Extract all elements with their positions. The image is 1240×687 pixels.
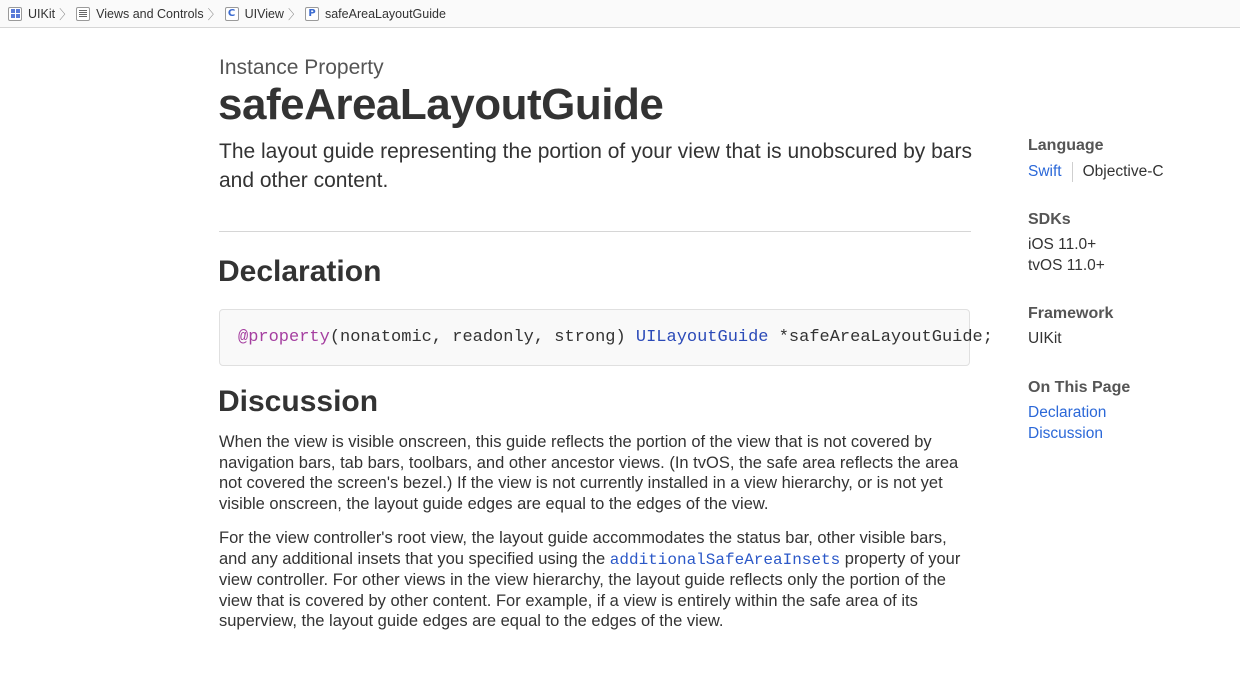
abstract: The layout guide representing the portion of your view that is unobscured by bars and other content. [219, 140, 972, 192]
framework-name: UIKit [1028, 330, 1062, 347]
framework-icon [8, 7, 22, 21]
divider [1072, 162, 1073, 182]
discussion-paragraph-1: When the view is visible onscreen, this guide reflects the portion of the view that is not covered by navigation bars, tab bars, toolbars, and other ancestor views. (In tvOS, the safe area reflects the area not covered the screen's bezel.) If the view is not currently installed in a view hierarchy, or is not yet visible onscreen, the layout guide edges are equal to the edges of the view. [219, 433, 959, 513]
sdk-tvos: tvOS 11.0+ [1028, 257, 1105, 274]
symbol-kind: Instance Property [219, 56, 384, 79]
code-name: *safeAreaLayoutGuide; [768, 328, 993, 347]
framework-heading: Framework [1028, 305, 1114, 322]
breadcrumb [0, 0, 1240, 28]
on-this-page-heading: On This Page [1028, 379, 1131, 396]
code-link-additionalsafeareainsets[interactable]: additionalSafeAreaInsets [609, 550, 841, 569]
toc-link-discussion[interactable]: Discussion [1028, 425, 1103, 442]
chevron-right-icon: 〉 [207, 8, 221, 23]
language-objc-current: Objective-C [1082, 163, 1164, 180]
breadcrumb-label: UIView [244, 6, 284, 21]
breadcrumb-item-uiview[interactable] [225, 7, 284, 21]
discussion-paragraph-2 [219, 528, 975, 632]
breadcrumb-label: Views and Controls [96, 6, 204, 21]
sdks-heading: SDKs [1028, 211, 1071, 228]
sdks-section [1028, 211, 1105, 276]
breadcrumb-item-uikit[interactable] [8, 7, 55, 21]
discussion-heading: Discussion [218, 385, 379, 418]
breadcrumb-item-views-and-controls[interactable] [76, 7, 203, 21]
breadcrumb-label: safeAreaLayoutGuide [324, 6, 446, 21]
class-icon: C [225, 7, 239, 21]
framework-section [1028, 305, 1113, 349]
paragraph-text: property of your view controller. For other views in the view hierarchy, the layout guide reflects only the portion of the view that is covered by other content. For example, if a view is entirely within the safe area of its superview, the layout guide edges are equal to the edges of the view. [219, 549, 961, 631]
language-heading: Language [1028, 137, 1104, 154]
code-type-link[interactable]: UILayoutGuide [635, 328, 769, 347]
declaration-code [219, 309, 993, 366]
chevron-right-icon: 〉 [287, 8, 301, 23]
language-swift-link[interactable]: Swift [1028, 162, 1062, 180]
breadcrumb-label: UIKit [28, 6, 56, 21]
paragraph-text: For the view controller's root view, the layout guide accommodates the status bar, other visible bars, and any additional insets that you specified using the [219, 529, 947, 568]
on-this-page-section [1028, 379, 1130, 444]
code-attributes: (nonatomic, readonly, strong) [329, 328, 636, 347]
page-title: safeAreaLayoutGuide [218, 80, 664, 129]
divider [219, 231, 971, 232]
code-keyword: @property [238, 328, 330, 347]
toc-link-declaration[interactable]: Declaration [1028, 404, 1107, 421]
list-icon [76, 7, 90, 21]
language-section [1028, 137, 1164, 182]
declaration-heading: Declaration [218, 255, 382, 288]
chevron-right-icon: 〉 [59, 8, 73, 23]
sdk-ios: iOS 11.0+ [1028, 236, 1097, 253]
property-icon: P [305, 7, 319, 21]
breadcrumb-item-safearealayoutguide[interactable] [305, 7, 446, 21]
